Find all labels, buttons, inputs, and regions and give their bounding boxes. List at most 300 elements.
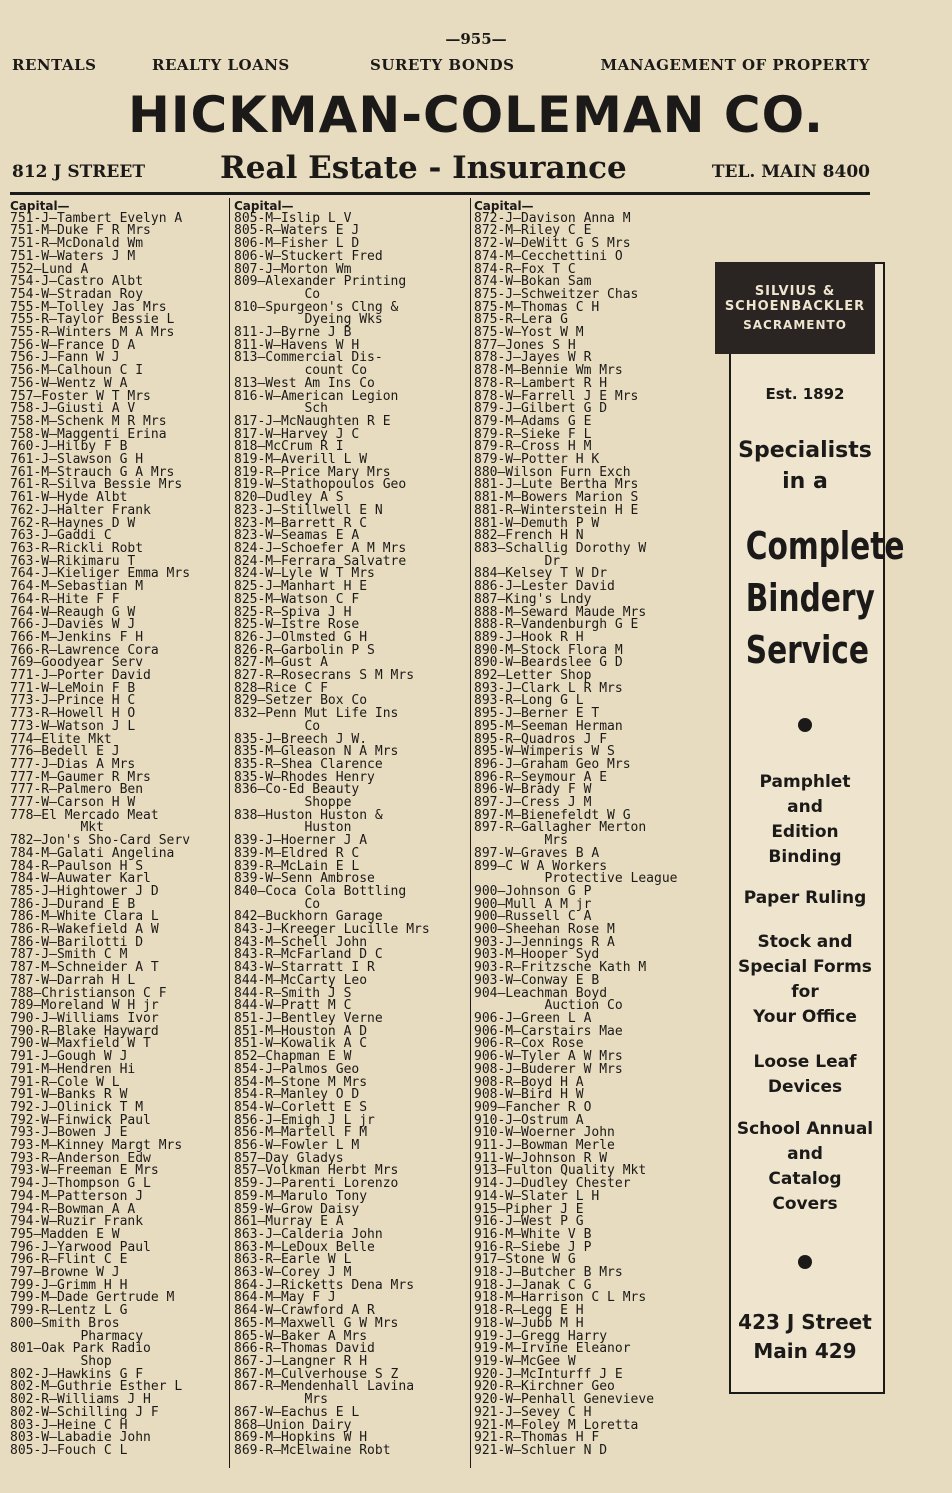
phone-number: 895-J xyxy=(474,706,514,722)
phone-number: 776 xyxy=(10,744,34,760)
directory-column-1 xyxy=(10,200,226,1458)
phone-number: 840 xyxy=(234,883,258,899)
subscriber-name: —Winters M A Mrs xyxy=(49,325,175,341)
phone-number: 817-W xyxy=(234,426,274,442)
subscriber-name: —Bokan Sam xyxy=(513,274,592,290)
phone-number: 778 xyxy=(10,807,34,823)
phone-number: 878-J xyxy=(474,350,514,366)
ad-bullet xyxy=(729,1255,881,1269)
phone-number: 818 xyxy=(234,439,258,455)
phone-number: 838 xyxy=(234,807,258,823)
subscriber-name: —Stuckert Fred xyxy=(273,248,383,264)
phone-number: 877 xyxy=(474,337,498,353)
phone-number: 851-M xyxy=(234,1023,274,1039)
phone-number: 906-R xyxy=(474,1036,514,1052)
subscriber-name: Co xyxy=(304,718,321,734)
subscriber-name: —Reaugh G W xyxy=(49,604,136,620)
phone-number: 869-R xyxy=(234,1442,274,1458)
subscriber-name: —West Am Ins Co xyxy=(257,375,375,391)
phone-number: 803-W xyxy=(10,1430,50,1446)
subscriber-name: Mkt xyxy=(80,820,104,836)
subscriber-name: —Hooper Syd xyxy=(513,947,600,963)
phone-number: 879-M xyxy=(474,413,514,429)
subscriber-name: —Brady F W xyxy=(513,782,592,798)
phone-number: 916-J xyxy=(474,1214,514,1230)
subscriber-name: —Slater L H xyxy=(513,1188,600,1204)
ad-line: Main 429 xyxy=(753,1339,857,1363)
subscriber-name: —Schweitzer Chas xyxy=(513,286,639,302)
bindery-logo xyxy=(715,262,875,354)
phone-number: 879-J xyxy=(474,401,514,417)
phone-number: 825-J xyxy=(234,579,274,595)
phone-number: 820 xyxy=(234,490,258,506)
subscriber-name: Protective League xyxy=(544,871,678,887)
phone-number: 864-W xyxy=(234,1303,274,1319)
phone-number: 889-J xyxy=(474,629,514,645)
phone-number: 921-J xyxy=(474,1404,514,1420)
phone-number: 813 xyxy=(234,375,258,391)
subscriber-name: —Price Mary Mrs xyxy=(273,464,391,480)
phone-number: 900 xyxy=(474,883,498,899)
company-name: HICKMAN-COLEMAN CO. xyxy=(128,86,824,144)
directory-entry xyxy=(234,883,466,899)
phone-number: 825-M xyxy=(234,591,274,607)
subscriber-name: count Co xyxy=(304,363,368,379)
phone-number: 843-J xyxy=(234,922,274,938)
subscriber-name: —Marulo Tony xyxy=(273,1188,368,1204)
phone-number: 899 xyxy=(474,858,498,874)
subscriber-name: Huston xyxy=(304,820,352,836)
subscriber-name: —Lund A xyxy=(33,261,89,277)
subscriber-name: —Maxfield W T xyxy=(49,1036,151,1052)
phone-number: 797 xyxy=(10,1265,34,1281)
ad-line: Complete xyxy=(745,524,905,568)
phone-number: 777-W xyxy=(10,795,50,811)
phone-number: 784-R xyxy=(10,858,50,874)
phone-number: 787-W xyxy=(10,972,50,988)
subscriber-name: —Butcher B Mrs xyxy=(513,1265,623,1281)
phone-number: 865-W xyxy=(234,1328,274,1344)
phone-number: 895-R xyxy=(474,731,514,747)
subscriber-name: —Lambert R H xyxy=(513,375,608,391)
subscriber-name: —McNaughten R E xyxy=(273,413,391,429)
subscriber-name: —Stock Flora M xyxy=(513,642,623,658)
phone-number: 851-J xyxy=(234,1011,274,1026)
subscriber-name: Co xyxy=(304,286,321,302)
subscriber-name: —Setzer Box Co xyxy=(257,693,368,709)
subscriber-name: —Lera G xyxy=(513,312,568,328)
subscriber-name: —Demuth P W xyxy=(513,515,600,531)
directory-entry xyxy=(234,388,466,404)
phone-number: 921-R xyxy=(474,1430,514,1446)
phone-number: 890-M xyxy=(474,642,514,658)
subscriber-name: —Garbolin P S xyxy=(273,642,375,658)
phone-number: 863-M xyxy=(234,1239,274,1255)
phone-number: 883 xyxy=(474,540,498,556)
subscriber-name: —Graham Geo Mrs xyxy=(513,756,631,772)
phone-number: 863-J xyxy=(234,1226,274,1242)
phone-number: 867-R xyxy=(234,1379,274,1395)
phone-number: 914-J xyxy=(474,1176,514,1192)
subscriber-name: —Bowers Marion S xyxy=(513,490,639,506)
phone-number: 843-R xyxy=(234,947,274,963)
phone-number: 807-J xyxy=(234,261,274,277)
subscriber-name: —Madden E W xyxy=(33,1226,120,1242)
subscriber-name: —Bowman Merle xyxy=(513,1138,615,1154)
subscriber-name: —Ostrum A xyxy=(513,1112,584,1128)
phone-number: 866-R xyxy=(234,1341,274,1357)
phone-number: 790-W xyxy=(10,1036,50,1052)
phone-number: 771-J xyxy=(10,668,50,684)
subscriber-name: —Seward Maude Mrs xyxy=(513,604,647,620)
phone-number: 799-M xyxy=(10,1290,50,1306)
subscriber-name: —Beardslee G D xyxy=(513,655,623,671)
subscriber-name: —Taylor Bessie L xyxy=(49,312,175,328)
subscriber-name: —Kinney Margt Mrs xyxy=(49,1138,183,1154)
phone-number: 875-M xyxy=(474,299,514,315)
phone-number: 823-J xyxy=(234,502,274,518)
subscriber-name: —Stathopoulos Geo xyxy=(273,477,407,493)
phone-number: 882 xyxy=(474,528,498,544)
subscriber-name: —Labadie John xyxy=(49,1430,151,1446)
logo-line: SACRAMENTO xyxy=(743,318,847,332)
phone-number: 859-W xyxy=(234,1201,274,1217)
ad-line: Binding xyxy=(768,847,842,867)
ad-line: Service xyxy=(745,628,869,672)
subscriber-name: —McLain E L xyxy=(273,858,360,874)
subscriber-name: —Culverhouse S Z xyxy=(273,1366,399,1382)
subscriber-name: —Vandenburgh G E xyxy=(513,617,639,633)
subscriber-name: —Hawkins G F xyxy=(49,1366,144,1382)
subscriber-name: —Lawrence Cora xyxy=(49,642,159,658)
phone-number: 802-M xyxy=(10,1379,50,1395)
subscriber-name: —Chapman E W xyxy=(257,1049,352,1065)
phone-number: 764-R xyxy=(10,591,50,607)
subscriber-name: —Smith C M xyxy=(49,947,128,963)
subscriber-name: —Davison Anna M xyxy=(513,210,631,226)
ad-line: Edition xyxy=(771,822,839,842)
subscriber-name: —Shea Clarence xyxy=(273,756,383,772)
subscriber-name: —Foster W T Mrs xyxy=(33,388,151,404)
phone-number: 794-W xyxy=(10,1214,50,1230)
phone-number: 920-R xyxy=(474,1379,514,1395)
subscriber-name: —Hite F F xyxy=(49,591,120,607)
phone-number: 827-M xyxy=(234,655,274,671)
subscriber-name: —Sheehan Rose M xyxy=(497,922,615,938)
phone-number: 786-W xyxy=(10,934,50,950)
phone-number: 787-M xyxy=(10,960,50,976)
phone-number: 762-J xyxy=(10,502,50,518)
subscriber-name: —Guthrie Esther L xyxy=(49,1379,183,1395)
phone-number: 824-W xyxy=(234,566,274,582)
subscriber-name: —Blake Hayward xyxy=(49,1023,159,1039)
phone-number: 839-M xyxy=(234,845,274,861)
subscriber-name: —Strauch G A Mrs xyxy=(49,464,175,480)
subscriber-name: —Co-Ed Beauty xyxy=(257,782,360,798)
subscriber-name: —Davies W J xyxy=(49,617,136,633)
phone-number: 878-R xyxy=(474,375,514,391)
subscriber-name: —Harrison C L Mrs xyxy=(513,1290,647,1306)
subscriber-name: —Stone M Mrs xyxy=(273,1074,368,1090)
subscriber-name: —Duke F R Mrs xyxy=(49,223,151,239)
subscriber-name: —Seymour A E xyxy=(513,769,608,785)
phone-number: 766-M xyxy=(10,629,50,645)
phone-number: 786-M xyxy=(10,909,50,925)
phone-number: 915 xyxy=(474,1201,498,1217)
subscriber-name: —Hopkins W H xyxy=(273,1430,368,1446)
phone-number: 796-R xyxy=(10,1252,50,1268)
subscriber-name: —Thomas H F xyxy=(513,1430,600,1446)
phone-number: 835-R xyxy=(234,756,274,772)
phone-number: 874-W xyxy=(474,274,514,290)
phone-number: 817-J xyxy=(234,413,274,429)
phone-number: 796-J xyxy=(10,1239,50,1255)
subscriber-name: —Corey J M xyxy=(273,1265,352,1281)
subscriber-name: —Gust A xyxy=(273,655,328,671)
phone-number: 823-M xyxy=(234,515,274,531)
subscriber-name: —Dias A Mrs xyxy=(49,756,136,772)
subscriber-name: —Halter Frank xyxy=(49,502,151,518)
phone-number: 875-W xyxy=(474,325,514,341)
subscriber-name: —Corlett E S xyxy=(273,1099,368,1115)
phone-number: 791-W xyxy=(10,1087,50,1103)
subscriber-name: —Conway E B xyxy=(513,972,600,988)
phone-number: 766-J xyxy=(10,617,50,633)
directory-entry xyxy=(234,1442,466,1458)
phone-number: 897-R xyxy=(474,820,514,836)
directory-entry xyxy=(474,822,710,835)
phone-number: 919-W xyxy=(474,1353,514,1369)
phone-number: 888-R xyxy=(474,617,514,633)
phone-number: 788 xyxy=(10,985,34,1001)
phone-number: 909 xyxy=(474,1099,498,1115)
subscriber-name: —Hyde Albt xyxy=(49,490,128,506)
phone-number: 758-W xyxy=(10,426,50,442)
subscriber-name: —Prince H C xyxy=(49,693,136,709)
phone-number: 751-J xyxy=(10,210,50,226)
phone-number: 794-R xyxy=(10,1201,50,1217)
phone-number: 806-M xyxy=(234,236,274,252)
phone-number: 903-R xyxy=(474,960,514,976)
subscriber-name: —Huston Huston & xyxy=(257,807,383,823)
phone-number: 854-R xyxy=(234,1087,274,1103)
phone-number: 900 xyxy=(474,896,498,912)
subscriber-name: —Pratt M C xyxy=(273,998,352,1014)
phone-number: 793-W xyxy=(10,1163,50,1179)
phone-number: 904 xyxy=(474,985,498,1001)
subscriber-name: —Kreeger Lucille Mrs xyxy=(273,922,430,938)
phone-number: 760-J xyxy=(10,439,50,455)
subscriber-name: —Byrne J B xyxy=(273,325,352,341)
subscriber-name: —Buckhorn Garage xyxy=(257,909,383,925)
phone-number: 802-R xyxy=(10,1392,50,1408)
phone-number: 920-J xyxy=(474,1366,514,1382)
phone-number: 773-W xyxy=(10,718,50,734)
phone-number: 777-M xyxy=(10,769,50,785)
subscriber-name: —Calderia John xyxy=(273,1226,383,1242)
subscriber-name: —Silva Bessie Mrs xyxy=(49,477,183,493)
phone-number: 784-M xyxy=(10,845,50,861)
subscriber-name: —Penn Mut Life Ins xyxy=(257,706,399,722)
phone-number: 854-W xyxy=(234,1099,274,1115)
phone-number: 791-M xyxy=(10,1061,50,1077)
subscriber-name: —Quadros J F xyxy=(513,731,608,747)
subscriber-name: —Lentz L G xyxy=(49,1303,128,1319)
subscriber-name: —Schluer N D xyxy=(513,1442,608,1458)
phone-number: 903-M xyxy=(474,947,514,963)
phone-number: 867-W xyxy=(234,1404,274,1420)
subscriber-name: —Jon's Sho-Card Serv xyxy=(33,833,191,849)
phone-number: 805-R xyxy=(234,223,274,239)
subscriber-name: —Martell F M xyxy=(273,1125,368,1141)
subscriber-name: Shop xyxy=(80,1353,112,1369)
phone-number: 908-J xyxy=(474,1061,514,1077)
directory-entry xyxy=(10,1343,226,1356)
phone-number: 854-M xyxy=(234,1074,274,1090)
subscriber-name: —Russell C A xyxy=(497,909,592,925)
subscriber-name: —Earle W L xyxy=(273,1252,352,1268)
subscriber-name: —Bowman A A xyxy=(49,1201,136,1217)
ad-line: and xyxy=(787,797,823,817)
subscriber-name: —Banks R W xyxy=(49,1087,128,1103)
phone-number: 916-M xyxy=(474,1226,514,1242)
subscriber-name: —Mull A M jr xyxy=(497,896,592,912)
subscriber-name: —Eldred R C xyxy=(273,845,360,861)
phone-number: 844-W xyxy=(234,998,274,1014)
subscriber-name: —Tyler A W Mrs xyxy=(513,1049,623,1065)
phone-number: 842 xyxy=(234,909,258,925)
phone-number: 823-W xyxy=(234,528,274,544)
subscriber-name: —Paulson H S xyxy=(49,858,144,874)
ad-school-annual xyxy=(729,1117,881,1217)
subscriber-name: —Hendren Hi xyxy=(49,1061,136,1077)
phone-number: 869-M xyxy=(234,1430,274,1446)
subscriber-name: —Hook R H xyxy=(513,629,584,645)
subscriber-name: —Eachus E L xyxy=(273,1404,360,1420)
phone-number: 824-J xyxy=(234,540,274,556)
subscriber-name: —Harvey J C xyxy=(273,426,360,442)
phone-number: 918-M xyxy=(474,1290,514,1306)
subscriber-name: —Johnson G P xyxy=(497,883,592,899)
subscriber-name: —Dudley Chester xyxy=(513,1176,631,1192)
phone-number: 893-R xyxy=(474,693,514,709)
phone-number: 896-W xyxy=(474,782,514,798)
subscriber-name: —France D A xyxy=(49,337,136,353)
subscriber-name: —Lyle W T Mrs xyxy=(273,566,375,582)
subscriber-name: —Schoefer A M Mrs xyxy=(273,540,407,556)
subscriber-name: —Stradan Roy xyxy=(49,286,144,302)
subscriber-name: —Fowler L M xyxy=(273,1138,360,1154)
phone-number: 806-W xyxy=(234,248,274,264)
phone-number: 865-M xyxy=(234,1315,274,1331)
subscriber-name: —Irvine Eleanor xyxy=(513,1341,631,1357)
subscriber-name: —Volkman Herbt Mrs xyxy=(257,1163,399,1179)
ad-est: Est. 1892 xyxy=(765,385,845,403)
subscriber-name: —Gilbert G D xyxy=(513,401,608,417)
directory-entry xyxy=(234,708,466,721)
subscriber-name: —Gregg Harry xyxy=(513,1328,608,1344)
subscriber-name: —McCrum R I xyxy=(257,439,344,455)
phone-number: 777-J xyxy=(10,756,50,772)
subscriber-name: —Coca Cola Bottling xyxy=(257,883,407,899)
subscriber-name: —Kowalik A C xyxy=(273,1036,368,1052)
subscriber-name: —Istre Rose xyxy=(273,617,360,633)
ad-line: Devices xyxy=(767,1077,843,1097)
phone-number: 825-W xyxy=(234,617,274,633)
subscriber-name: —Oak Park Radio xyxy=(33,1341,151,1357)
phone-number: 881-W xyxy=(474,515,514,531)
subscriber-name: —Day Gladys xyxy=(257,1150,344,1166)
subscriber-name: —Smith Bros xyxy=(33,1315,120,1331)
subscriber-name: —Wimperis W S xyxy=(513,744,615,760)
phone-number: 802-J xyxy=(10,1366,50,1382)
subscriber-name: —Lester David xyxy=(513,579,615,595)
subscriber-name: —Gough W J xyxy=(49,1049,128,1065)
subscriber-name: —Siebe J P xyxy=(513,1239,592,1255)
ad-bullet xyxy=(729,718,881,732)
phone-number: 836 xyxy=(234,782,258,798)
subscriber-name: —Islip L V xyxy=(273,210,352,226)
phone-number: 856-M xyxy=(234,1125,274,1141)
phone-number: 805-M xyxy=(234,210,274,226)
subscriber-name: —Kieliger Emma Mrs xyxy=(49,566,191,582)
directory-entry xyxy=(10,1442,226,1458)
ad-specialists xyxy=(729,435,881,497)
subscriber-name: —Patterson J xyxy=(49,1188,144,1204)
subscriber-name: —DeWitt G S Mrs xyxy=(513,236,631,252)
phone-number: 762-R xyxy=(10,515,50,531)
phone-number: 854-J xyxy=(234,1061,274,1077)
address-line xyxy=(12,150,870,190)
subscriber-name: —McCarty Leo xyxy=(273,972,368,988)
subscriber-name: —Giusti A V xyxy=(49,401,136,417)
subscriber-name: —Union Dairy xyxy=(257,1417,352,1433)
subscriber-name: —Spiva J H xyxy=(273,604,352,620)
subscriber-name: —Legg E H xyxy=(513,1303,584,1319)
subscriber-name: Dr xyxy=(544,553,561,569)
subscriber-name: —LeDoux Belle xyxy=(273,1239,375,1255)
subscriber-name: —Schell John xyxy=(273,934,368,950)
phone-number: 897-M xyxy=(474,807,514,823)
subscriber-name: —White V B xyxy=(513,1226,592,1242)
phone-number: 895-W xyxy=(474,744,514,760)
phone-number: 800 xyxy=(10,1315,34,1331)
phone-number: 852 xyxy=(234,1049,258,1065)
subscriber-name: —Janak C G xyxy=(513,1277,592,1293)
subscriber-name: —McDonald Wm xyxy=(49,236,144,252)
subscriber-name: —Rikimaru T xyxy=(49,553,136,569)
page-number: —955— xyxy=(445,30,507,48)
phone-number: 791-J xyxy=(10,1049,50,1065)
phone-number: 868 xyxy=(234,1417,258,1433)
phone-number: 819-M xyxy=(234,452,274,468)
ad-loose-leaf xyxy=(729,1050,881,1100)
phone-number: 819-R xyxy=(234,464,274,480)
subscriber-name: —Watson J L xyxy=(49,718,136,734)
subscriber-name: —Woerner John xyxy=(513,1125,615,1141)
phone-number: 890-W xyxy=(474,655,514,671)
subscriber-name: —Rickli Robt xyxy=(49,540,144,556)
phone-number: 914-W xyxy=(474,1188,514,1204)
subscriber-name: —Averill L W xyxy=(273,452,368,468)
subscriber-name: —Buderer W Mrs xyxy=(513,1061,623,1077)
subscriber-name: Auction Co xyxy=(544,998,623,1014)
phone-number: 872-J xyxy=(474,210,514,226)
ad-line: and xyxy=(787,1144,823,1164)
company-phone: TEL. MAIN 8400 xyxy=(711,162,870,182)
subscriber-name: —Crawford A R xyxy=(273,1303,375,1319)
subscriber-name: —Foley M Loretta xyxy=(513,1417,639,1433)
